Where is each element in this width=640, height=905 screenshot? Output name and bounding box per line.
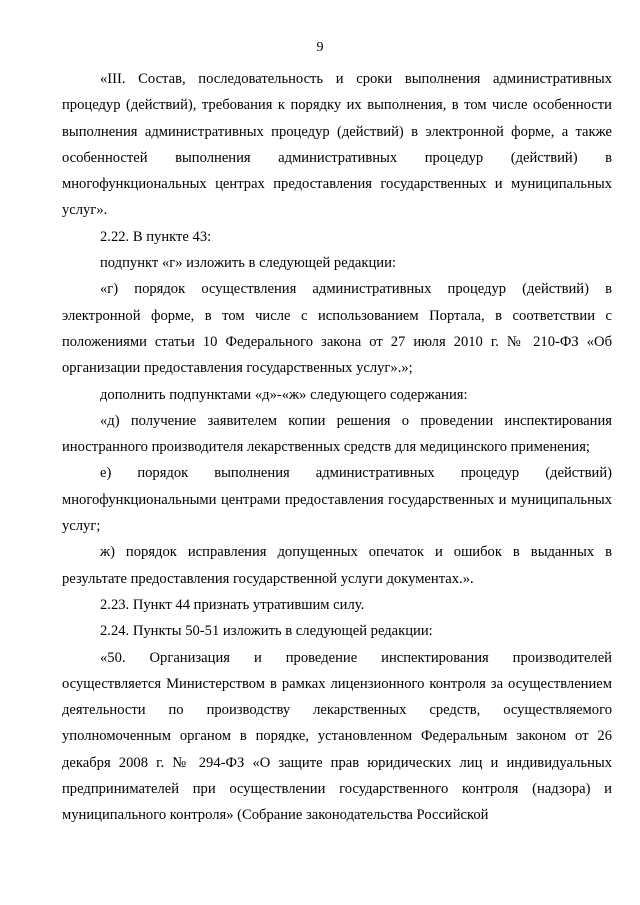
paragraph-2-22: 2.22. В пункте 43: [100, 228, 212, 245]
paragraph-subitem-zh: ж) порядок исправления допущенных опечаток и ошибок в выданных в результате предоставления государственной услуги документах.». [62, 544, 612, 587]
paragraph-subitem-g-intro: подпункт «г» изложить в следующей редакции: [100, 255, 396, 272]
paragraph-2-23: 2.23. Пункт 44 признать утратившим силу. [100, 596, 365, 613]
paragraph-section-iii-title: «III. Состав, последовательность и сроки выполнения административных процедур (действий), требования к порядку их выполнения, в том числе особенности выполнения административных процедур (действий) в электронной форме, а также особенностей выполнения административных процедур (действий) в многофункциональных центрах предоставления государственных и муниципальных услуг». [62, 71, 612, 219]
paragraph-item-50: «50. Организация и проведение инспектирования производителей осуществляется Министерством в рамках лицензионного контроля за осуществлением деятельности по производству лекарственных средств, осуществляемого уполномоченным органом в порядке, установленном Федеральным законом от 26 декабря 2008 г. № 294-ФЗ «О защите прав юридических лиц и индивидуальных предпринимателей при осуществлении государственного контроля (надзора) и муниципального контроля» (Собрание законодательства Российской [62, 649, 612, 824]
paragraph-subitem-e: е) порядок выполнения административных процедур (действий) многофункциональными центрами предоставления государственных и муниципальных услуг; [62, 465, 612, 535]
paragraph-subitem-d: «д) получение заявителем копии решения о проведении инспектирования иностранного производителя лекарственных средств для медицинского применения; [62, 412, 612, 456]
paragraph-add-subitems-intro: дополнить подпунктами «д»-«ж» следующего содержания: [100, 386, 468, 403]
paragraph-2-24: 2.24. Пункты 50-51 изложить в следующей редакции: [100, 623, 433, 640]
page-number: 9 [316, 40, 324, 55]
document-body [62, 66, 612, 829]
paragraph-subitem-g: «г) порядок осуществления административных процедур (действий) в электронной форме, в том числе с использованием Портала, в соответствии с положениями статьи 10 Федерального закона от 27 июля 2010 г. № 210-ФЗ «Об организации предоставления государственных услуг».»; [62, 281, 612, 377]
